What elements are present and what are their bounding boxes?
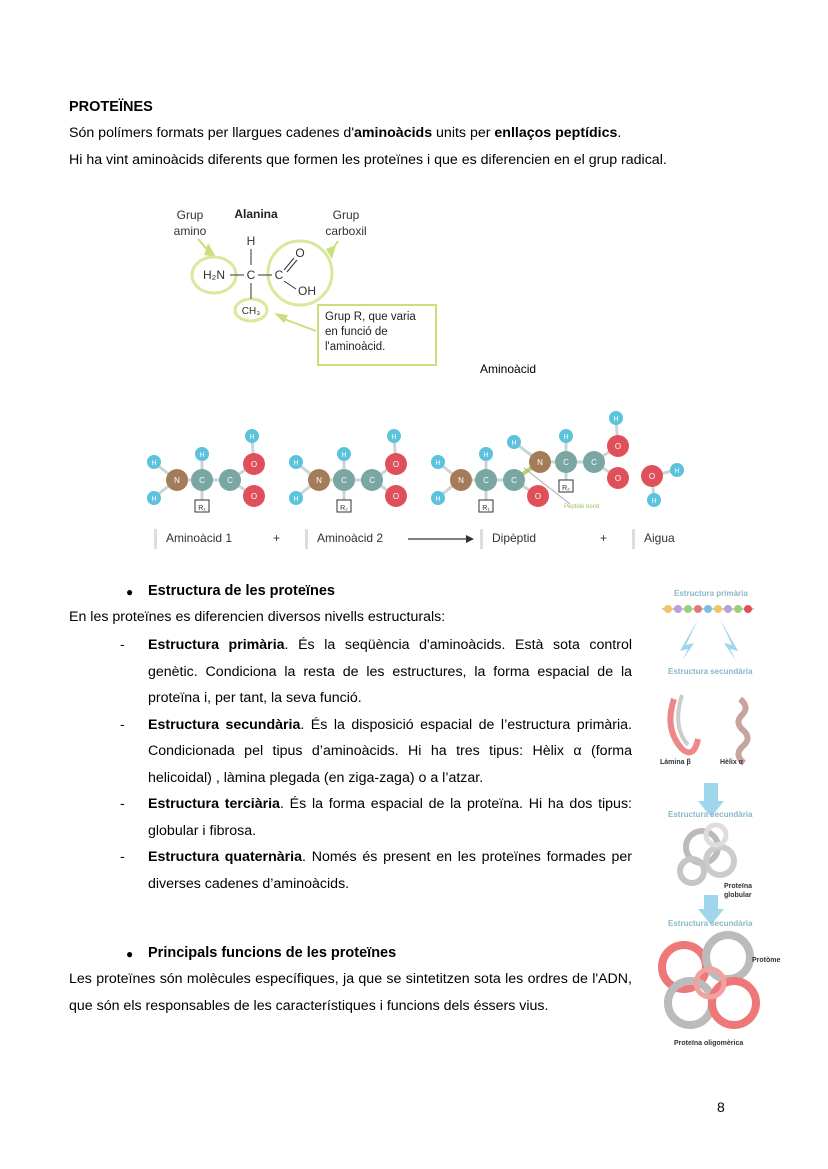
water-molecule [641, 463, 684, 507]
arrow-r-group [274, 313, 288, 323]
svg-text:C: C [227, 476, 233, 485]
label-aminoacid-1: Aminoàcid 1 [166, 531, 233, 545]
intro-line-1: Són polímers formats per llargues cadenes d'aminoàcids units per enllaços peptídics. [69, 125, 622, 141]
structure-heading: Estructura de les proteïnes [148, 583, 335, 599]
svg-text:R₁: R₁ [198, 505, 206, 512]
reaction-arrow-icon [408, 533, 474, 545]
atom-h2n: H₂N [203, 268, 225, 282]
svg-text:C: C [341, 476, 347, 485]
svg-text:N: N [537, 458, 543, 467]
label-quaternary-structure: Estructura secundària [668, 919, 753, 928]
bullet-icon: ● [126, 947, 134, 961]
label-protomer: Protòme [752, 957, 781, 964]
svg-text:H: H [435, 460, 441, 467]
svg-text:H: H [151, 496, 157, 503]
svg-text:O: O [392, 492, 400, 501]
svg-text:R₁: R₁ [482, 505, 490, 512]
aminoacid-caption: Aminoàcid [480, 362, 537, 376]
svg-text:R₂: R₂ [562, 485, 570, 492]
aminoacid-1-molecule [147, 429, 265, 512]
aa-bead [724, 605, 732, 613]
structure-intro: En les proteïnes es diferencien diversos nivells estructurals: [69, 609, 446, 625]
page-title: PROTEÏNES [69, 99, 153, 115]
list-item: - Estructura secundària. És la disposició espacial de l’estructura primària. Condicionada pel tipus d’aminoàcids. Hi ha tres tipus: Hèlix α (forma helicoidal) , làmina plegada (en ziga-zaga) o a l’atzar. [120, 716, 632, 786]
aa-bead [704, 605, 712, 613]
atom-o: O [295, 246, 305, 260]
list-item: - Estructura primària. És la seqüència d'aminoàcids. Està sota control genètic. Condiciona la resta de les estructures, la forma espacial de la proteïna i, per tant, la seva funció. [120, 637, 633, 706]
atom-c-carboxyl: C [274, 268, 284, 282]
aa-bead [664, 605, 672, 613]
intro-line-2: Hi ha vint aminoàcids diferents que formen les proteïnes i que es diferencien en el grup radical. [69, 152, 667, 168]
grup-carboxil-label-2: carboxil [325, 224, 367, 238]
svg-text:H: H [435, 496, 441, 503]
label-tertiary-structure: Estructura secundària [668, 810, 753, 819]
svg-text:N: N [174, 476, 180, 485]
label-primary-structure: Estructura primària [674, 589, 748, 598]
structure-list [120, 632, 632, 897]
svg-text:C: C [591, 458, 597, 467]
aa-bead [694, 605, 702, 613]
svg-text:C: C [563, 458, 569, 467]
label-secondary-structure: Estructura secundària [668, 667, 753, 676]
svg-text:O: O [614, 474, 622, 483]
bullet-icon: ● [126, 585, 134, 599]
svg-text:N: N [316, 476, 322, 485]
svg-text:H: H [151, 460, 157, 467]
plus-sign-2: + [600, 531, 608, 545]
dipeptide-molecule [431, 411, 629, 512]
svg-text:N: N [458, 476, 464, 485]
protein-structure-figure [658, 585, 828, 1055]
beta-sheet-shape [670, 699, 698, 752]
label-alpha-helix: Hèlix α [720, 759, 743, 766]
svg-text:C: C [483, 476, 489, 485]
svg-text:H: H [651, 498, 657, 505]
alpha-helix-shape [738, 699, 747, 763]
grup-amino-label-1: Grup [176, 208, 204, 222]
arrow-amino [204, 243, 216, 257]
svg-text:H: H [293, 460, 299, 467]
aa-bead [684, 605, 692, 613]
atom-h: H [246, 234, 256, 248]
arrow-down-right-icon [720, 619, 738, 661]
peptide-bond-label: Peptide bond [564, 504, 600, 510]
label-dipeptide: Dipèptid [492, 531, 537, 545]
label-water: Aigua [644, 531, 675, 545]
svg-text:H: H [391, 434, 397, 441]
alanine-name: Alanina [234, 207, 278, 221]
label-globular-1: Proteïna [724, 883, 753, 890]
svg-text:O: O [614, 442, 622, 451]
svg-text:R₂: R₂ [340, 505, 348, 512]
svg-text:O: O [250, 460, 258, 469]
atom-oh: OH [298, 284, 316, 298]
label-oligomeric: Proteïna oligomèrica [674, 1040, 744, 1047]
aa-bead [734, 605, 742, 613]
plus-sign-1: + [273, 531, 281, 545]
grup-amino-label-2: amino [173, 224, 207, 238]
atom-ch3: CH₃ [241, 306, 261, 317]
aa-bead [674, 605, 682, 613]
list-item: - Estructura terciària. És la forma espacial de la proteïna. Hi ha dos tipus: globular i fibrosa. [120, 796, 632, 839]
aa-bead [714, 605, 722, 613]
svg-text:H: H [674, 468, 680, 475]
svg-text:C: C [511, 476, 517, 485]
aminoacid-2-molecule [289, 429, 407, 512]
arrow-down-left-icon [680, 619, 698, 661]
svg-text:H: H [199, 452, 205, 459]
aa-bead [744, 605, 752, 613]
page-number: 8 [717, 1099, 725, 1115]
r-group-callout: Grup R, que varia en funció de l'aminoàcid. [317, 304, 437, 366]
list-item: - Estructura quaternària. Només és present en les proteïnes formades per diverses cadenes d’aminoàcids. [120, 849, 633, 892]
svg-text:H: H [483, 452, 489, 459]
svg-text:O: O [250, 492, 258, 501]
svg-text:H: H [613, 416, 619, 423]
svg-text:H: H [511, 440, 517, 447]
svg-text:C: C [199, 476, 205, 485]
label-globular-2: globular [724, 892, 752, 899]
dipeptide-diagram [140, 408, 700, 518]
svg-text:O: O [534, 492, 542, 501]
label-aminoacid-2: Aminoàcid 2 [317, 531, 384, 545]
svg-text:C: C [369, 476, 375, 485]
functions-heading: Principals funcions de les proteïnes [148, 945, 397, 961]
svg-text:H: H [341, 452, 347, 459]
svg-text:H: H [563, 434, 569, 441]
label-beta-sheet: Làmina β [660, 759, 691, 766]
atom-c-alpha: C [246, 268, 256, 282]
grup-carboxil-label-1: Grup [332, 208, 360, 222]
functions-text: Les proteïnes són molècules específiques, ja que se sintetitzen sota les ordres de l'ADN, que són els responsables de les característiques i funcions dels éssers vius. [69, 971, 632, 1014]
svg-text:H: H [249, 434, 255, 441]
svg-text:O: O [648, 472, 656, 481]
svg-text:H: H [293, 496, 299, 503]
svg-text:O: O [392, 460, 400, 469]
